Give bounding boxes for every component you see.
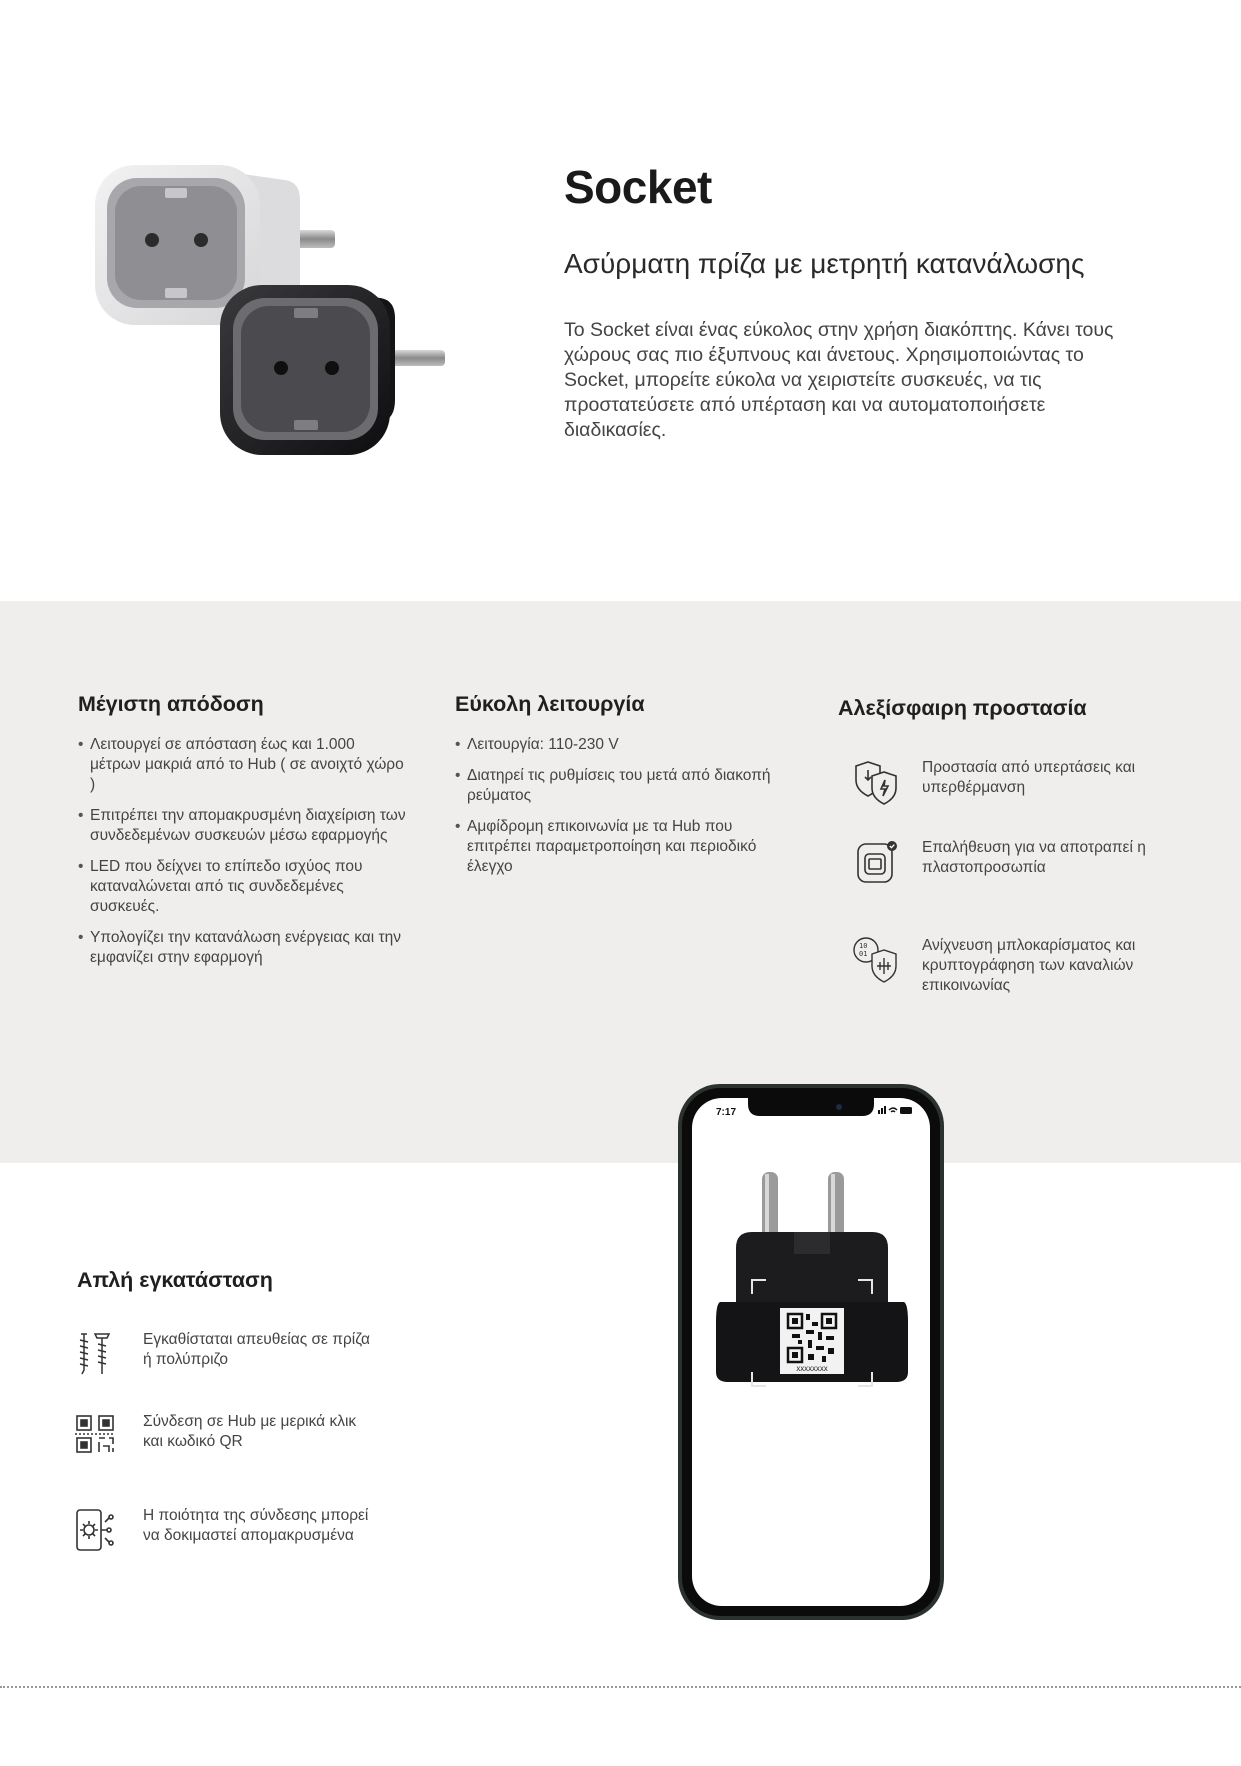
performance-section xyxy=(78,692,408,979)
protection-section xyxy=(838,696,1168,1016)
remote-test-icon xyxy=(73,1506,121,1554)
install-section xyxy=(77,1268,437,1568)
footer-divider xyxy=(0,1686,1241,1688)
list-item: • Επιτρέπει την απομακρυσμένη διαχείριση των συνδεδεμένων συσκευών μέσω εφαρμογής xyxy=(78,806,408,846)
operation-heading: Εύκολη λειτουργία xyxy=(455,692,645,716)
operation-list xyxy=(455,735,785,877)
install-item-text: Η ποιότητα της σύνδεσης μπορεί να δοκιμαστεί απομακρυσμένα xyxy=(143,1507,369,1544)
protection-heading: Αλεξίσφαιρη προστασία xyxy=(838,696,1087,720)
socket-product-image xyxy=(95,160,475,460)
install-item-text: Σύνδεση σε Hub με μερικά κλικ και κωδικό QR xyxy=(143,1413,357,1450)
device-verified-icon xyxy=(852,838,900,886)
performance-list xyxy=(78,735,408,968)
protection-item-text: Προστασία από υπερτάσεις και υπερθέρμανση xyxy=(922,759,1136,796)
install-item-text: Εγκαθίσταται απευθείας σε πρίζα ή πολύπριζο xyxy=(143,1331,370,1368)
screws-icon xyxy=(73,1330,121,1378)
list-item: • Λειτουργία: 110-230 V xyxy=(455,735,785,755)
shield-surge-icon xyxy=(852,758,900,806)
protection-item-text: Ανίχνευση μπλοκαρίσματος και κρυπτογράφηση των καναλιών επικοινωνίας xyxy=(922,937,1136,994)
page-title: Socket xyxy=(564,161,712,213)
install-heading: Απλή εγκατάσταση xyxy=(77,1268,273,1292)
list-item: • Διατηρεί τις ρυθμίσεις του μετά από διακοπή ρεύματος xyxy=(455,766,785,806)
qr-serial-label: XXXXXXXX xyxy=(796,1365,828,1373)
encryption-shield-icon xyxy=(852,936,900,984)
list-item: • LED που δείχνει το επίπεδο ισχύος που καταναλώνεται από τις συνδεδεμένες συσκευές. xyxy=(78,857,408,917)
svg-text:01: 01 xyxy=(859,950,868,958)
intro-paragraph: Το Socket είναι ένας εύκολος στην χρήση διακόπτης. Κάνει τους χώρους σας πιο έξυπνους και άνετους. Χρησιμοποιώντας το Socket, μπορείτε εύκολα να χειριστείτε συσκευές, να τις προστατεύσετε από υπέρταση και να αυτοματοποιήσετε διαδικασίες. xyxy=(564,319,1114,441)
qr-code-icon xyxy=(73,1412,121,1460)
protection-item-text: Επαλήθευση για να αποτραπεί η πλαστοπροσωπία xyxy=(922,839,1146,876)
smartphone-image xyxy=(676,1082,946,1622)
list-item: • Υπολογίζει την κατανάλωση ενέργειας και την εμφανίζει στην εφαρμογή xyxy=(78,928,408,968)
list-item: • Λειτουργεί σε απόσταση έως και 1.000 μέτρων μακριά από το Hub ( σε ανοιχτό χώρο ) xyxy=(78,735,408,795)
black-socket xyxy=(220,285,445,455)
page-subtitle: Ασύρματη πρίζα με μετρητή κατανάλωσης xyxy=(564,248,1085,279)
phone-time: 7:17 xyxy=(716,1107,737,1118)
svg-text:10: 10 xyxy=(859,942,868,950)
operation-section xyxy=(455,692,785,888)
list-item: • Αμφίδρομη επικοινωνία με τα Hub που επιτρέπει παραμετροποίηση και περιοδικό έλεγχο xyxy=(455,817,785,877)
performance-heading: Μέγιστη απόδοση xyxy=(78,692,264,716)
